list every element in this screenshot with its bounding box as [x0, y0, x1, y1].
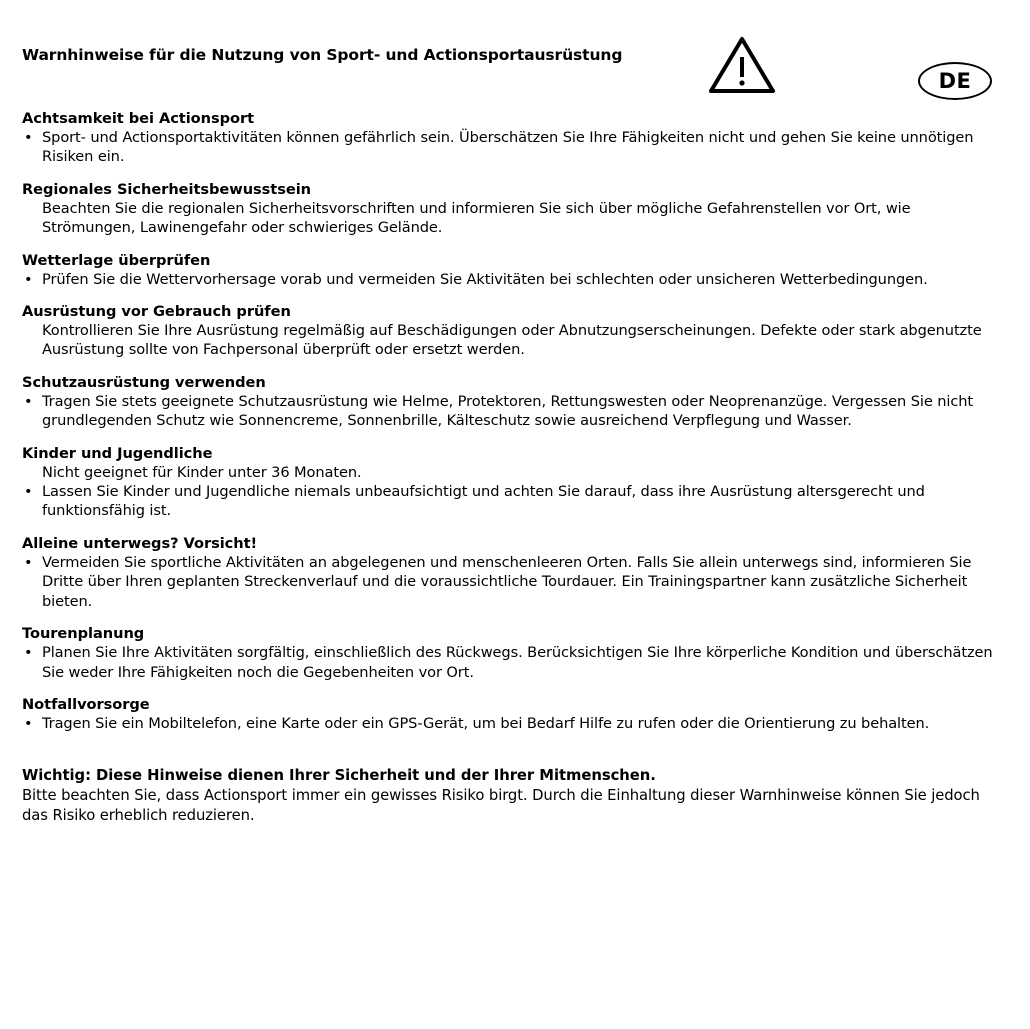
warning-section: [22, 625, 996, 682]
footer-note: [22, 767, 996, 825]
list-item: • Tragen Sie ein Mobiltelefon, eine Karte oder ein GPS-Gerät, um bei Bedarf Hilfe zu rufen oder die Orientierung zu behalten.: [22, 714, 996, 733]
warning-section: [22, 252, 996, 289]
warning-section: [22, 181, 996, 238]
list-item: Beachten Sie die regionalen Sicherheitsvorschriften und informieren Sie sich über mögliche Gefahrenstellen vor Ort, wie Strömungen, Lawinengefahr oder schwieriges Gelände.: [42, 199, 911, 237]
list-item: • Lassen Sie Kinder und Jugendliche niemals unbeaufsichtigt und achten Sie darauf, dass ihre Ausrüstung altersgerecht und funktionsfähig ist.: [22, 482, 996, 521]
language-badge-label: DE: [938, 68, 972, 93]
warnings-list: [22, 110, 996, 733]
section-heading: Wetterlage überprüfen: [22, 251, 211, 269]
document-header: [22, 36, 996, 98]
section-heading: Notfallvorsorge: [22, 695, 150, 713]
section-lines: [22, 463, 996, 521]
section-heading: Kinder und Jugendliche: [22, 444, 213, 462]
footer-text: Bitte beachten Sie, dass Actionsport immer ein gewisses Risiko birgt. Durch die Einhaltung dieser Warnhinweise können Sie jedoch das Risiko erheblich reduzieren.: [22, 787, 980, 824]
language-badge: [918, 62, 992, 100]
section-lines: [22, 714, 996, 733]
section-heading: Achtsamkeit bei Actionsport: [22, 110, 255, 127]
section-lines: [22, 199, 996, 238]
warning-triangle-icon: [708, 36, 776, 94]
page-title: Warnhinweise für die Nutzung von Sport- und Actionsportausrüstung: [22, 46, 623, 64]
list-item: • Planen Sie Ihre Aktivitäten sorgfältig, einschließlich des Rückwegs. Berücksichtigen Sie Ihre körperliche Kondition und überschätzen Sie weder Ihre Fähigkeiten noch die Gegebenheiten vor Ort.: [22, 643, 996, 682]
list-item: • Prüfen Sie die Wettervorhersage vorab und vermeiden Sie Aktivitäten bei schlechten oder unsicheren Wetterbedingungen.: [22, 270, 996, 289]
section-heading: Regionales Sicherheitsbewusstsein: [22, 180, 312, 198]
section-lines: [22, 321, 996, 360]
list-item: Nicht geeignet für Kinder unter 36 Monaten.: [42, 463, 362, 481]
list-item: • Sport- und Actionsportaktivitäten können gefährlich sein. Überschätzen Sie Ihre Fähigkeiten nicht und gehen Sie keine unnötigen Risiken ein.: [22, 128, 996, 167]
list-item: Kontrollieren Sie Ihre Ausrüstung regelmäßig auf Beschädigungen oder Abnutzungserscheinungen. Defekte oder stark abgenutzte Ausrüstung sollte von Fachpersonal überprüft oder ersetzt werden.: [42, 322, 982, 359]
section-lines: [22, 392, 996, 431]
warning-section: [22, 110, 996, 167]
section-lines: [22, 270, 996, 289]
footer-heading: Wichtig: Diese Hinweise dienen Ihrer Sicherheit und der Ihrer Mitmenschen.: [22, 767, 656, 785]
warning-section: [22, 445, 996, 521]
section-lines: [22, 643, 996, 682]
warning-section: [22, 303, 996, 360]
section-lines: [22, 553, 996, 611]
section-heading: Tourenplanung: [22, 625, 145, 643]
warning-section: [22, 696, 996, 733]
section-heading: Alleine unterwegs? Vorsicht!: [22, 534, 258, 552]
section-heading: Schutzausrüstung verwenden: [22, 373, 266, 391]
warning-section: [22, 535, 996, 611]
warning-section: [22, 374, 996, 431]
section-lines: [22, 128, 996, 167]
list-item: • Vermeiden Sie sportliche Aktivitäten an abgelegenen und menschenleeren Orten. Falls Sie allein unterwegs sind, informieren Sie Dritte über Ihren geplanten Streckenverlauf und die voraussichtliche Tourdauer. Ein Trainingspartner kann zusätzliche Sicherheit bieten.: [22, 553, 996, 611]
list-item: • Tragen Sie stets geeignete Schutzausrüstung wie Helme, Protektoren, Rettungswesten oder Neoprenanzüge. Vergessen Sie nicht grundlegenden Schutz wie Sonnencreme, Sonnenbrille, Kälteschutz sowie ausreichend Verpflegung und Wasser.: [22, 392, 996, 431]
section-heading: Ausrüstung vor Gebrauch prüfen: [22, 303, 291, 321]
